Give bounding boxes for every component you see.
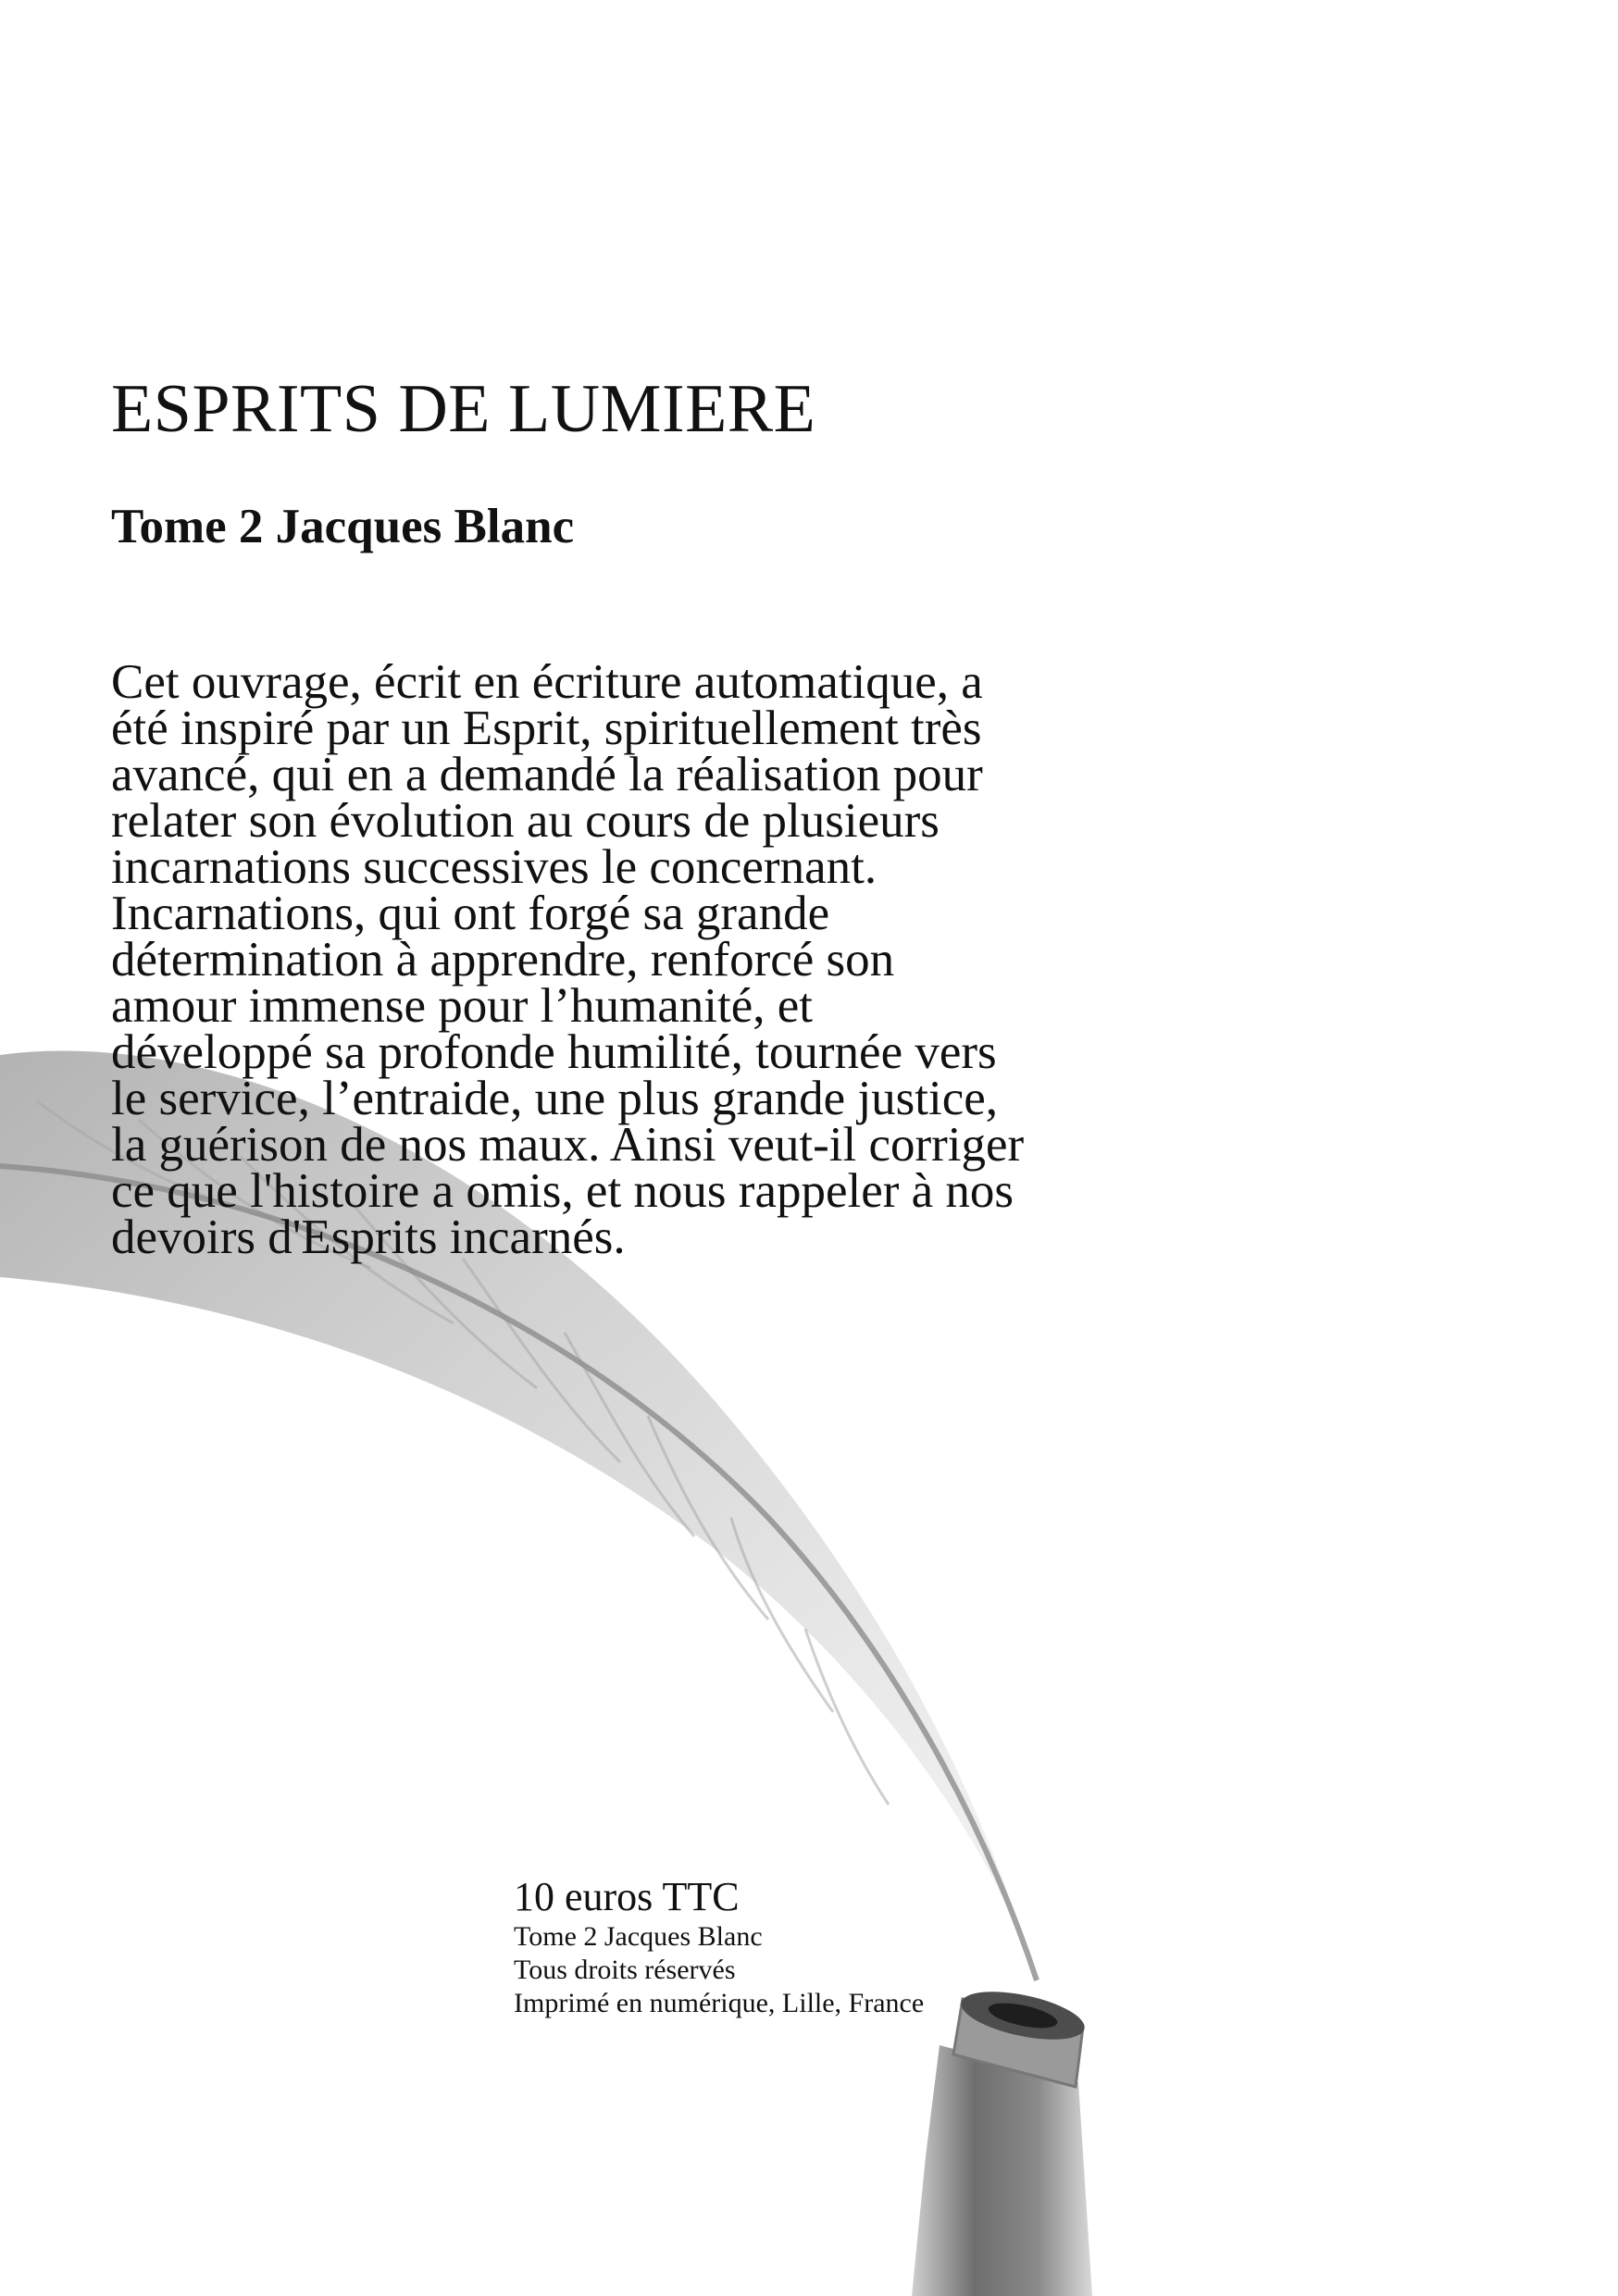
description-line: détermination à apprendre, renforcé son xyxy=(111,933,895,987)
book-description xyxy=(111,655,1222,1264)
price-label: 10 euros TTC xyxy=(514,1874,740,1919)
description-line: été inspiré par un Esprit, spirituellement très xyxy=(111,701,982,755)
description-line: avancé, qui en a demandé la réalisation pour xyxy=(111,748,983,801)
colophon xyxy=(514,1874,924,2020)
description-line: la guérison de nos maux. Ainsi veut-il corriger xyxy=(111,1118,1025,1172)
description-line: relater son évolution au cours de plusieurs xyxy=(111,794,940,848)
description-line: ce que l'histoire a omis, et nous rappeler à nos xyxy=(111,1164,1014,1218)
description-line: Incarnations, qui ont forgé sa grande xyxy=(111,887,830,940)
book-subtitle: Tome 2 Jacques Blanc xyxy=(111,500,575,553)
description-line: Cet ouvrage, écrit en écriture automatique, a xyxy=(111,655,983,709)
book-title: ESPRITS DE LUMIERE xyxy=(111,371,816,447)
colophon-printing: Imprimé en numérique, Lille, France xyxy=(514,1988,925,2018)
description-line: devoirs d'Esprits incarnés. xyxy=(111,1210,626,1264)
description-line: incarnations successives le concernant. xyxy=(111,840,877,894)
description-line: le service, l’entraide, une plus grande justice, xyxy=(111,1072,999,1125)
description-line: développé sa profonde humilité, tournée vers xyxy=(111,1025,997,1079)
colophon-volume: Tome 2 Jacques Blanc xyxy=(514,1921,763,1952)
colophon-rights: Tous droits réservés xyxy=(514,1955,736,1985)
description-line: amour immense pour l’humanité, et xyxy=(111,979,813,1033)
